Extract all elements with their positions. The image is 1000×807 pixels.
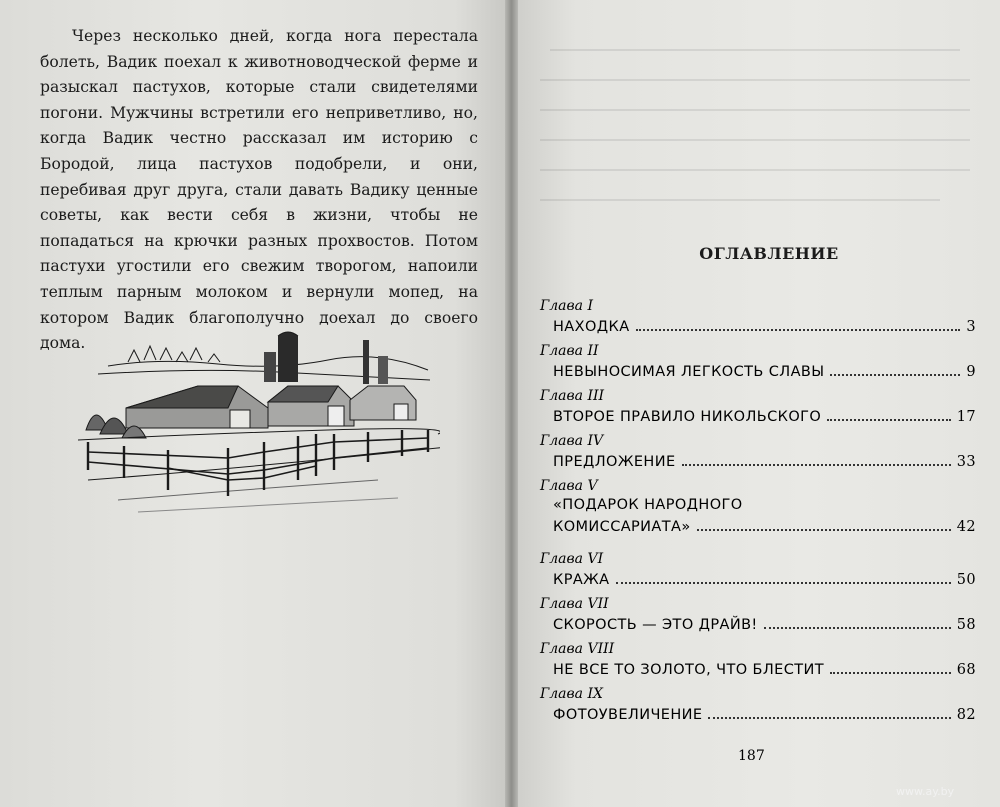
chapter-title: НЕВЫНОСИМАЯ ЛЕГКОСТЬ СЛАВЫ	[553, 364, 825, 380]
toc-row	[553, 705, 976, 725]
chapter-title: КРАЖА	[553, 572, 610, 588]
chapter-title: СКОРОСТЬ — ЭТО ДРАЙВ!	[553, 617, 758, 633]
story-text	[40, 24, 478, 357]
chapter-label: Глава V	[540, 478, 598, 494]
toc-row	[553, 317, 976, 337]
chapter-page: 68	[956, 662, 976, 678]
chapter-label: Глава I	[540, 298, 594, 314]
page-number: 187	[738, 748, 765, 764]
farm-illustration	[78, 330, 440, 520]
toc-row	[553, 660, 976, 680]
toc-row	[553, 615, 976, 635]
toc-entry	[536, 477, 976, 549]
chapter-label: Глава VIII	[540, 641, 615, 657]
toc-entry	[536, 685, 976, 729]
leader-dots	[636, 328, 961, 331]
chapter-title-line-2: КОМИССАРИАТА»	[553, 519, 691, 535]
chapter-title-line-1: «ПОДАРОК НАРОДНОГО	[553, 497, 743, 513]
chapter-page: 33	[956, 454, 976, 470]
leader-dots	[764, 626, 951, 629]
chapter-page: 82	[956, 707, 976, 723]
chapter-label: Глава VII	[540, 596, 609, 612]
toc-row	[553, 362, 976, 382]
chapter-title: ПРЕДЛОЖЕНИЕ	[553, 454, 676, 470]
chapter-page: 58	[956, 617, 976, 633]
toc-row	[553, 452, 976, 472]
toc-row	[553, 570, 976, 590]
leader-dots	[697, 528, 951, 531]
chapter-page: 17	[956, 409, 976, 425]
chapter-title: НЕ ВСЕ ТО ЗОЛОТО, ЧТО БЛЕСТИТ	[553, 662, 825, 678]
leader-dots	[827, 418, 951, 421]
chapter-label: Глава II	[540, 343, 599, 359]
toc-entry	[536, 595, 976, 639]
chapter-page: 3	[966, 319, 976, 335]
table-of-contents	[536, 297, 976, 730]
leader-dots	[682, 463, 951, 466]
leader-dots	[708, 716, 950, 719]
chapter-page: 50	[956, 572, 976, 588]
toc-entry	[536, 297, 976, 341]
toc-entry	[536, 432, 976, 476]
book-gutter	[505, 0, 518, 807]
chapter-label: Глава VI	[540, 551, 604, 567]
toc-row	[553, 407, 976, 427]
toc-entry	[536, 342, 976, 386]
leader-dots	[616, 581, 951, 584]
toc-heading: ОГЛАВЛЕНИЕ	[699, 244, 839, 263]
chapter-title: ВТОРОЕ ПРАВИЛО НИКОЛЬСКОГО	[553, 409, 822, 425]
chapter-label: Глава IV	[540, 433, 604, 449]
chapter-page: 9	[966, 364, 976, 380]
chapter-title: НАХОДКА	[553, 319, 630, 335]
chapter-title: ФОТОУВЕЛИЧЕНИЕ	[553, 707, 703, 723]
chapter-label: Глава IX	[540, 686, 603, 702]
toc-entry	[536, 640, 976, 684]
toc-row	[553, 495, 976, 515]
show-through-text	[520, 20, 990, 230]
toc-entry	[536, 387, 976, 431]
leader-dots	[830, 373, 960, 376]
toc-entry	[536, 550, 976, 594]
leader-dots	[830, 671, 951, 674]
story-paragraph: Через несколько дней, когда нога перестала болеть, Вадик поехал к животноводческой ферме и разыскал пастухов, которые стали свидетелями погони. Мужчины встретили его неприветливо, но, когда Вадик честно рассказал им историю с Бородой, лица пастухов подобрели, и они, перебивая друг друга, стали давать Вадику ценные советы, как вести себя в жизни, чтобы не попадаться на крючки разных прохвостов. Потом пастухи угостили его свежим творогом, напоили теплым парным молоком и вернули мопед, на котором Вадик благополучно доехал до своего дома.	[40, 27, 478, 353]
chapter-page: 42	[956, 519, 976, 535]
chapter-label: Глава III	[540, 388, 605, 404]
watermark: www.ay.by	[896, 785, 955, 798]
toc-row	[553, 517, 976, 537]
